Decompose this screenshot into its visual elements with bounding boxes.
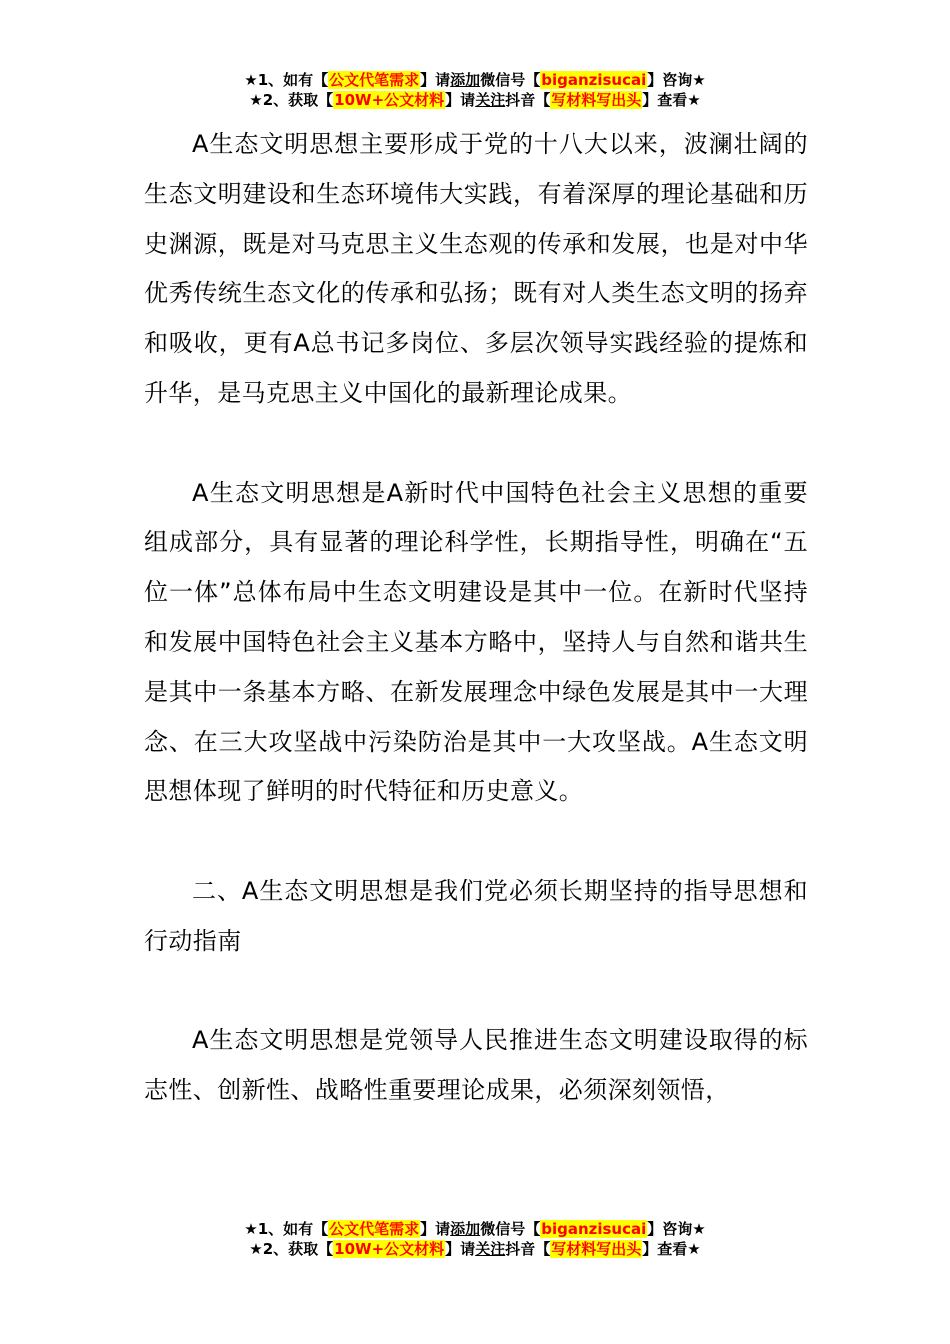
paragraph: A生态文明思想是A新时代中国特色社会主义思想的重要组成部分，具有显著的理论科学性，长期指导性，明确在“五位一体”总体布局中生态文明建设是其中一位。在新时代坚持和发展中国特色社会主义基本方略中，坚持人与自然和谐共生是其中一条基本方略、在新发展理念中绿色发展是其中一大理念、在三大攻坚战中污染防治是其中一大攻坚战。A生态文明思想体现了鲜明的时代特征和历史意义。 [144,478,808,806]
promo-text: 抖音【 [505,1240,551,1258]
promo-highlight: 10W+公文材料 [334,1240,445,1258]
star-icon: ★ [249,91,263,109]
promo-highlight: 公文代笔需求 [329,1220,420,1238]
promo-text: 】请 [420,1220,451,1238]
promo-line-1 [0,1219,950,1239]
star-icon: ★ [249,1240,263,1258]
paragraph-spacer [144,419,808,469]
promo-text: 】咨询 [647,71,693,89]
paragraph-spacer [144,967,808,1017]
promo-text: 1、如有【 [257,1220,329,1238]
promo-line-2 [0,1239,950,1259]
star-icon: ★ [687,91,701,109]
document-body [144,120,808,1116]
promo-text: 2、获取【 [262,91,334,109]
promo-text: 2、获取【 [262,1240,334,1258]
promo-text: 】请 [445,1240,476,1258]
section-heading: 二、A生态文明思想是我们党必须长期坚持的指导思想和行动指南 [144,876,808,955]
promo-text: 微信号【 [480,1220,541,1238]
promo-emphasis: 关注 [475,91,506,109]
paragraph-spacer [144,817,808,867]
promo-emphasis: 添加 [450,1220,481,1238]
paragraph: A生态文明思想是党领导人民推进生态文明建设取得的标志性、创新性、战略性重要理论成果，必须深刻领悟， [144,1026,808,1105]
promo-text: 】咨询 [647,1220,693,1238]
star-icon: ★ [692,1220,706,1238]
promo-text: 】查看 [642,91,688,109]
promo-text: 抖音【 [505,91,551,109]
promo-line-1 [0,70,950,90]
star-icon: ★ [687,1240,701,1258]
promo-highlight: 公文代笔需求 [329,71,420,89]
top-promo-banner [0,70,950,110]
promo-highlight: 10W+公文材料 [334,91,445,109]
promo-text: 1、如有【 [257,71,329,89]
promo-text: 】请 [420,71,451,89]
star-icon: ★ [244,1220,258,1238]
promo-emphasis: 关注 [475,1240,506,1258]
promo-highlight: biganzisucai [541,1220,647,1238]
promo-highlight: 写材料写出头 [551,1240,642,1258]
promo-text: 】查看 [642,1240,688,1258]
star-icon: ★ [244,71,258,89]
paragraph: A生态文明思想主要形成于党的十八大以来，波澜壮阔的生态文明建设和生态环境伟大实践，有着深厚的理论基础和历史渊源，既是对马克思主义生态观的传承和发展，也是对中华优秀传统生态文化的传承和弘扬；既有对人类生态文明的扬弃和吸收，更有A总书记多岗位、多层次领导实践经验的提炼和升华，是马克思主义中国化的最新理论成果。 [144,130,808,407]
promo-line-2 [0,90,950,110]
star-icon: ★ [692,71,706,89]
promo-text: 】请 [445,91,476,109]
promo-highlight: 写材料写出头 [551,91,642,109]
promo-text: 微信号【 [480,71,541,89]
bottom-promo-banner [0,1219,950,1259]
promo-emphasis: 添加 [450,71,481,89]
promo-highlight: biganzisucai [541,71,647,89]
